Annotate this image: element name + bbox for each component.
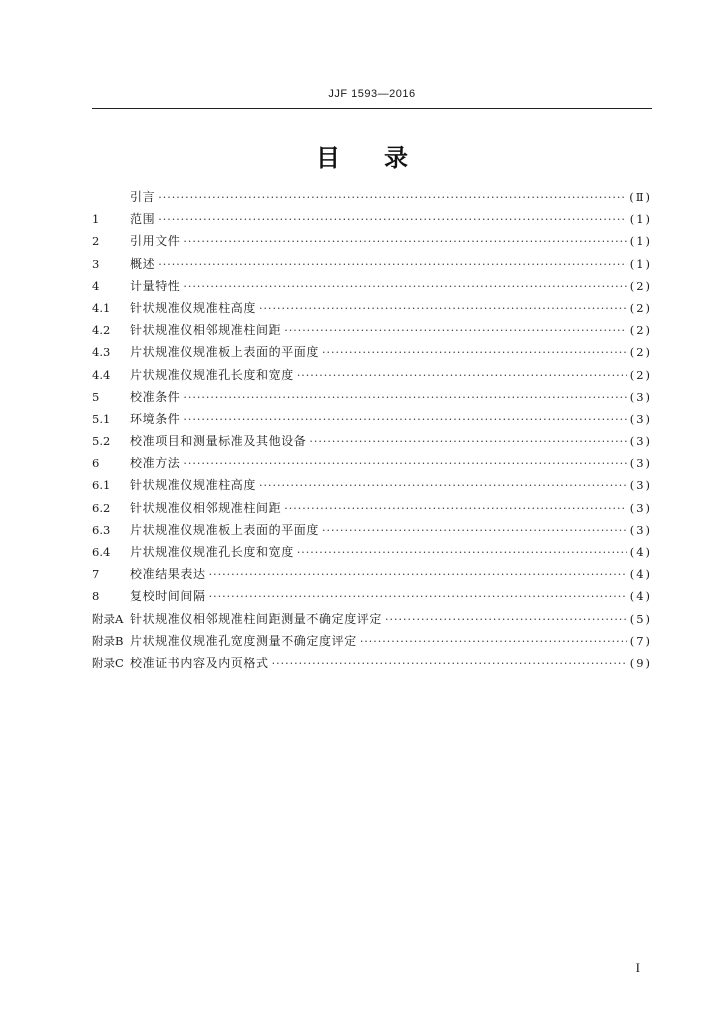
toc-entry[interactable] [92, 608, 652, 630]
toc-entry-number: 8 [92, 589, 100, 604]
toc-entry-number: 6.1 [92, 478, 111, 493]
toc-entry-label: 校准证书内容及内页格式 [130, 655, 269, 670]
toc-entry-page: (9) [629, 655, 652, 670]
toc-entry-page: (4) [629, 545, 652, 559]
toc-entry-page: (4) [629, 589, 652, 604]
toc-dot-leader [209, 564, 627, 586]
toc-dot-leader [183, 276, 626, 298]
toc-entry-number: 7 [92, 567, 100, 582]
toc-dot-leader [183, 409, 626, 431]
toc-dot-leader [259, 298, 627, 320]
toc-entry-page: (2) [629, 345, 652, 360]
toc-entry-page: (3) [629, 411, 652, 426]
toc-entry-label: 针状规准仪相邻规准柱间距 [130, 500, 282, 515]
toc-entry-page: (2) [629, 323, 652, 338]
toc-entry[interactable] [92, 208, 652, 230]
toc-entry-label: 概述 [130, 256, 156, 271]
toc-entry-number: 附录B [92, 633, 124, 648]
toc-entry-label: 针状规准仪相邻规准柱间距 [130, 323, 282, 338]
toc-entry[interactable] [92, 541, 652, 563]
toc-entry-number: 3 [92, 256, 100, 271]
toc-entry[interactable] [92, 341, 652, 363]
toc-entry[interactable] [92, 585, 652, 607]
toc-entry[interactable] [92, 253, 652, 275]
toc-entry-page: (3) [629, 500, 652, 515]
toc-entry[interactable] [92, 452, 652, 474]
toc-entry-label: 校准结果表达 [130, 567, 206, 582]
toc-entry[interactable] [92, 652, 652, 674]
toc-entry-number: 6.2 [92, 500, 111, 515]
toc-entry-number: 附录C [92, 655, 124, 670]
toc-entry-page: (2) [629, 300, 652, 315]
toc-entry-page: (3) [629, 456, 652, 471]
toc-dot-leader [322, 520, 627, 542]
toc-entry-number: 4.1 [92, 300, 111, 315]
toc-entry-label: 针状规准仪规准柱高度 [130, 300, 257, 315]
toc-entry-label: 片状规准仪规准板上表面的平面度 [130, 345, 320, 360]
toc-entry-number: 5.1 [92, 411, 111, 426]
toc-dot-leader [209, 586, 627, 608]
toc-dot-leader [183, 231, 626, 253]
toc-entry-number: 1 [92, 212, 100, 227]
toc-entry[interactable] [92, 364, 652, 386]
toc-dot-leader [297, 365, 627, 387]
toc-dot-leader [158, 187, 626, 209]
toc-entry-number: 附录A [92, 611, 124, 626]
toc-entry[interactable] [92, 408, 652, 430]
toc-entry-label: 片状规准仪规准孔长度和宽度 [130, 545, 294, 559]
toc-entry-number: 6.3 [92, 522, 111, 537]
toc-entry[interactable] [92, 186, 652, 208]
toc-dot-leader [309, 431, 626, 453]
toc-entry-label: 范围 [130, 212, 156, 227]
toc-entry-page: (4) [629, 567, 652, 582]
toc-entry-page: (5) [629, 611, 652, 626]
page-title: 目录 [316, 144, 452, 172]
toc-entry-number: 4.3 [92, 345, 111, 360]
toc-entry[interactable] [92, 430, 652, 452]
toc-entry-label: 片状规准仪规准孔长度和宽度 [130, 367, 294, 382]
toc-entry[interactable] [92, 319, 652, 341]
toc-entry[interactable] [92, 497, 652, 519]
toc-entry[interactable] [92, 630, 652, 652]
toc-entry[interactable] [92, 563, 652, 585]
toc-entry-label: 针状规准仪规准柱高度 [130, 478, 257, 493]
toc-entry-number: 6 [92, 456, 100, 471]
toc-entry-number: 4.4 [92, 367, 111, 382]
toc-entry-page: (1) [629, 234, 652, 249]
toc-entry-label: 计量特性 [130, 278, 181, 293]
toc-entry[interactable] [92, 519, 652, 541]
toc-entry-page: (3) [629, 434, 652, 449]
toc-dot-leader [385, 609, 627, 631]
toc-entry-label: 引用文件 [130, 234, 181, 249]
standard-code: JJF 1593—2016 [328, 88, 416, 100]
toc-dot-leader [158, 209, 627, 231]
toc-entry-label: 校准方法 [130, 456, 181, 471]
toc-entry-page: (2) [629, 278, 652, 293]
page-number: I [635, 960, 640, 975]
toc-entry-page: (3) [629, 478, 652, 493]
toc-entry-page: (3) [629, 389, 652, 404]
toc-dot-leader [183, 387, 626, 409]
toc-entry-page: (1) [629, 256, 652, 271]
toc-entry-number: 5.2 [92, 434, 111, 449]
toc-entry-page: (Ⅱ) [629, 190, 652, 204]
toc-dot-leader [297, 542, 627, 564]
toc-dot-leader [284, 498, 627, 520]
toc-entry-number: 2 [92, 234, 100, 249]
toc-entry-label: 引言 [130, 190, 156, 204]
toc-entry[interactable] [92, 275, 652, 297]
toc-entry[interactable] [92, 386, 652, 408]
toc-entry[interactable] [92, 230, 652, 252]
toc-dot-leader [259, 475, 627, 497]
toc-dot-leader [284, 320, 627, 342]
toc-entry-label: 针状规准仪相邻规准柱间距测量不确定度评定 [130, 611, 383, 626]
toc-entry-label: 复校时间间隔 [130, 589, 206, 604]
toc-entry-page: (1) [629, 212, 652, 227]
toc-dot-leader [360, 631, 627, 653]
running-header [92, 82, 652, 109]
toc-entry-page: (7) [629, 633, 652, 648]
toc-entry-number: 5 [92, 389, 100, 404]
toc-entry[interactable] [92, 297, 652, 319]
toc-dot-leader [158, 254, 627, 276]
toc-entry-number: 6.4 [92, 545, 111, 559]
toc-entry-number: 4 [92, 278, 100, 293]
toc-dot-leader [272, 653, 627, 675]
toc-entry-label: 环境条件 [130, 411, 181, 426]
toc-entry[interactable] [92, 474, 652, 496]
toc-entry-number: 4.2 [92, 323, 111, 338]
toc-entry-label: 片状规准仪规准孔宽度测量不确定度评定 [130, 633, 357, 648]
toc-entry-label: 片状规准仪规准板上表面的平面度 [130, 522, 320, 537]
toc-dot-leader [183, 453, 626, 475]
toc-entry-page: (3) [629, 522, 652, 537]
toc-entry-label: 校准条件 [130, 389, 181, 404]
toc-entry-page: (2) [629, 367, 652, 382]
table-of-contents [92, 186, 652, 674]
toc-dot-leader [322, 342, 627, 364]
toc-entry-label: 校准项目和测量标准及其他设备 [130, 434, 307, 449]
